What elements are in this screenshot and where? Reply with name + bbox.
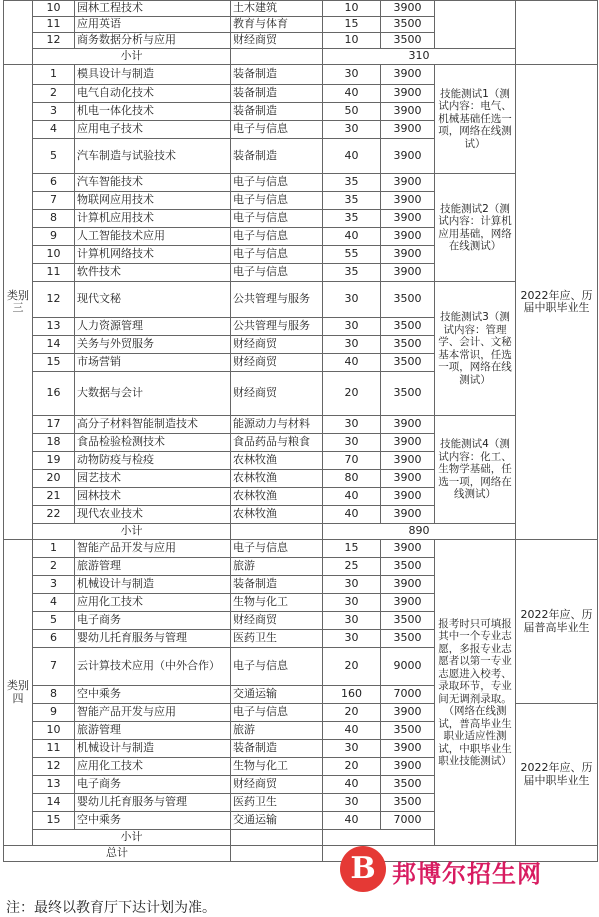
- empty-cell: [231, 524, 323, 540]
- footnote: 注：最终以教育厅下达计划为准。: [6, 900, 216, 916]
- cell-plan: 40: [323, 85, 381, 103]
- cell-no: 14: [33, 794, 75, 812]
- cell-fee: 9000: [381, 648, 435, 686]
- cell-no: 14: [33, 336, 75, 354]
- empty-cell: [231, 49, 323, 65]
- cell-field: 能源动力与材料: [231, 416, 323, 434]
- cell-field: 电子与信息: [231, 192, 323, 210]
- cell-fee: 3900: [381, 540, 435, 558]
- cell-fee: 3500: [381, 558, 435, 576]
- cell-field: 交通运输: [231, 812, 323, 830]
- cell-field: 农林牧渔: [231, 470, 323, 488]
- cell-plan: 35: [323, 210, 381, 228]
- cell-field: 财经商贸: [231, 372, 323, 416]
- note-cell-top: [435, 1, 516, 49]
- cell-fee: 3500: [381, 282, 435, 318]
- cell-major: 园林工程技术: [75, 1, 231, 17]
- cell-plan: 40: [323, 139, 381, 174]
- cell-field: 旅游: [231, 558, 323, 576]
- cell-fee: 3900: [381, 139, 435, 174]
- cell-no: 4: [33, 594, 75, 612]
- cell-field: 装备制造: [231, 65, 323, 85]
- cell-major: 空中乘务: [75, 812, 231, 830]
- cell-plan: 15: [323, 17, 381, 33]
- cell-plan: 35: [323, 192, 381, 210]
- enrollment-plan-table: [3, 0, 598, 862]
- cell-plan: 35: [323, 264, 381, 282]
- cell-major: 旅游管理: [75, 722, 231, 740]
- cell-no: 2: [33, 85, 75, 103]
- cell-no: 15: [33, 354, 75, 372]
- cell-major: 软件技术: [75, 264, 231, 282]
- cell-plan: 30: [323, 612, 381, 630]
- cell-field: 财经商贸: [231, 776, 323, 794]
- cell-plan: 30: [323, 594, 381, 612]
- cell-major: 园林技术: [75, 488, 231, 506]
- cell-plan: 160: [323, 686, 381, 704]
- cell-plan: 40: [323, 722, 381, 740]
- cell-plan: 50: [323, 103, 381, 121]
- subtotal-value: 310: [323, 49, 516, 65]
- cell-plan: 30: [323, 434, 381, 452]
- empty-cell: [231, 846, 323, 862]
- remark-cell-top: [516, 1, 598, 65]
- cell-plan: 80: [323, 470, 381, 488]
- cell-major: 人工智能技术应用: [75, 228, 231, 246]
- cell-fee: 3900: [381, 210, 435, 228]
- cell-major: 应用英语: [75, 17, 231, 33]
- cell-fee: 3900: [381, 192, 435, 210]
- cell-field: 财经商贸: [231, 33, 323, 49]
- cell-major: 商务数据分析与应用: [75, 33, 231, 49]
- cell-major: 电气自动化技术: [75, 85, 231, 103]
- cell-plan: 20: [323, 758, 381, 776]
- cell-field: 农林牧渔: [231, 506, 323, 524]
- cell-no: 12: [33, 33, 75, 49]
- cell-major: 高分子材料智能制造技术: [75, 416, 231, 434]
- cell-fee: 3900: [381, 758, 435, 776]
- cell-no: 9: [33, 704, 75, 722]
- cell-no: 7: [33, 192, 75, 210]
- cell-fee: 3900: [381, 470, 435, 488]
- cell-field: 公共管理与服务: [231, 318, 323, 336]
- cell-no: 22: [33, 506, 75, 524]
- cell-major: 食品检验检测技术: [75, 434, 231, 452]
- table-row: [4, 524, 598, 540]
- cell-no: 11: [33, 264, 75, 282]
- skill-test-note: 技能测试2（测试内容：计算机应用基础，网络在线测试）: [435, 174, 516, 282]
- eligibility-remark-a: 2022年应、历届普高毕业生: [516, 540, 598, 704]
- table-row: [4, 540, 598, 558]
- cell-major: 云计算技术应用（中外合作）: [75, 648, 231, 686]
- cell-major: 关务与外贸服务: [75, 336, 231, 354]
- cell-major: 电子商务: [75, 612, 231, 630]
- cell-major: 智能产品开发与应用: [75, 704, 231, 722]
- cell-field: 旅游: [231, 722, 323, 740]
- cell-fee: 3500: [381, 722, 435, 740]
- cell-plan: 20: [323, 372, 381, 416]
- cell-fee: 7000: [381, 686, 435, 704]
- cell-fee: 3900: [381, 506, 435, 524]
- watermark: [340, 846, 590, 896]
- cell-no: 11: [33, 740, 75, 758]
- cell-plan: 40: [323, 812, 381, 830]
- eligibility-remark: 2022年应、历届中职毕业生: [516, 65, 598, 540]
- cell-major: 市场营销: [75, 354, 231, 372]
- cell-major: 婴幼儿托育服务与管理: [75, 630, 231, 648]
- skill-test-note: 技能测试3（测试内容：管理学、会计、文秘基本常识，任选一项，网络在线测试）: [435, 282, 516, 416]
- cell-plan: 30: [323, 794, 381, 812]
- cell-no: 5: [33, 612, 75, 630]
- cell-field: 电子与信息: [231, 540, 323, 558]
- cell-major: 机械设计与制造: [75, 576, 231, 594]
- cell-plan: 30: [323, 121, 381, 139]
- cell-fee: 3500: [381, 336, 435, 354]
- cell-plan: 40: [323, 776, 381, 794]
- cell-plan: 30: [323, 576, 381, 594]
- cell-major: 大数据与会计: [75, 372, 231, 416]
- subtotal-label: 小计: [33, 49, 231, 65]
- cell-field: 电子与信息: [231, 246, 323, 264]
- cell-fee: 3500: [381, 17, 435, 33]
- cell-no: 10: [33, 246, 75, 264]
- cell-field: 财经商贸: [231, 354, 323, 372]
- cell-no: 1: [33, 540, 75, 558]
- cell-no: 13: [33, 318, 75, 336]
- cell-major: 婴幼儿托育服务与管理: [75, 794, 231, 812]
- cell-field: 电子与信息: [231, 210, 323, 228]
- cell-no: 3: [33, 103, 75, 121]
- cell-field: 装备制造: [231, 576, 323, 594]
- cell-no: 11: [33, 17, 75, 33]
- cell-plan: 30: [323, 416, 381, 434]
- application-note: 报考时只可填报其中一个专业志愿，多报专业志愿者以第一专业志愿进入校考、录取环节，专业间无调剂录取。（网络在线测试，普高毕业生职业适应性测试，中职毕业生职业技能测试）: [435, 540, 516, 846]
- cell-no: 17: [33, 416, 75, 434]
- cell-fee: 3900: [381, 452, 435, 470]
- cell-fee: 3900: [381, 1, 435, 17]
- cell-major: 模具设计与制造: [75, 65, 231, 85]
- cell-fee: 3500: [381, 612, 435, 630]
- cell-field: 电子与信息: [231, 228, 323, 246]
- cell-fee: 3900: [381, 65, 435, 85]
- cell-field: 生物与化工: [231, 594, 323, 612]
- cell-no: 1: [33, 65, 75, 85]
- subtotal-value: [323, 830, 435, 846]
- cell-field: 农林牧渔: [231, 452, 323, 470]
- cell-plan: 30: [323, 740, 381, 758]
- cell-major: 人力资源管理: [75, 318, 231, 336]
- subtotal-label: 小计: [33, 830, 231, 846]
- cell-field: 电子与信息: [231, 121, 323, 139]
- cell-field: 装备制造: [231, 103, 323, 121]
- cell-field: 装备制造: [231, 85, 323, 103]
- table-row: [4, 282, 598, 318]
- cell-fee: 3900: [381, 576, 435, 594]
- cell-major: 电子商务: [75, 776, 231, 794]
- skill-test-note: 技能测试1（测试内容：电气、机械基础任选一项，网络在线测试）: [435, 65, 516, 174]
- table-row: [4, 174, 598, 192]
- category-cell-top: [4, 1, 33, 65]
- cell-field: 医药卫生: [231, 794, 323, 812]
- cell-plan: 20: [323, 648, 381, 686]
- cell-plan: 10: [323, 33, 381, 49]
- cell-plan: 40: [323, 506, 381, 524]
- subtotal-value: 890: [323, 524, 516, 540]
- cell-field: 农林牧渔: [231, 488, 323, 506]
- total-label: 总计: [4, 846, 231, 862]
- cell-no: 13: [33, 776, 75, 794]
- empty-cell: [231, 830, 323, 846]
- cell-major: 空中乘务: [75, 686, 231, 704]
- watermark-text: 邦博尔招生网: [392, 860, 542, 888]
- cell-no: 3: [33, 576, 75, 594]
- cell-plan: 10: [323, 1, 381, 17]
- cell-major: 应用化工技术: [75, 758, 231, 776]
- cell-fee: 3500: [381, 372, 435, 416]
- cell-fee: 3900: [381, 488, 435, 506]
- cell-plan: 30: [323, 336, 381, 354]
- cell-major: 应用化工技术: [75, 594, 231, 612]
- cell-major: 动物防疫与检疫: [75, 452, 231, 470]
- cell-fee: 3500: [381, 630, 435, 648]
- cell-no: 7: [33, 648, 75, 686]
- cell-no: 16: [33, 372, 75, 416]
- cell-fee: 3900: [381, 228, 435, 246]
- cell-no: 5: [33, 139, 75, 174]
- cell-no: 18: [33, 434, 75, 452]
- cell-field: 交通运输: [231, 686, 323, 704]
- cell-field: 财经商贸: [231, 612, 323, 630]
- cell-fee: 3900: [381, 264, 435, 282]
- cell-field: 财经商贸: [231, 336, 323, 354]
- cell-plan: 35: [323, 174, 381, 192]
- cell-no: 4: [33, 121, 75, 139]
- cell-no: 19: [33, 452, 75, 470]
- cell-field: 生物与化工: [231, 758, 323, 776]
- cell-field: 公共管理与服务: [231, 282, 323, 318]
- cell-field: 教育与体育: [231, 17, 323, 33]
- table-row: [4, 49, 598, 65]
- cell-no: 6: [33, 630, 75, 648]
- cell-field: 电子与信息: [231, 704, 323, 722]
- cell-major: 现代文秘: [75, 282, 231, 318]
- cell-major: 物联网应用技术: [75, 192, 231, 210]
- skill-test-note: 技能测试4（测试内容：化工、生物学基础，任选一项，网络在线测试）: [435, 416, 516, 524]
- cell-fee: 3900: [381, 704, 435, 722]
- cell-no: 8: [33, 686, 75, 704]
- cell-fee: 3500: [381, 354, 435, 372]
- category-cell: 类别三: [4, 65, 33, 540]
- watermark-logo-icon: B: [340, 846, 386, 892]
- cell-fee: 3500: [381, 776, 435, 794]
- cell-fee: 7000: [381, 812, 435, 830]
- cell-plan: 40: [323, 354, 381, 372]
- cell-major: 应用电子技术: [75, 121, 231, 139]
- cell-plan: 40: [323, 488, 381, 506]
- cell-no: 6: [33, 174, 75, 192]
- cell-fee: 3500: [381, 318, 435, 336]
- cell-plan: 40: [323, 228, 381, 246]
- cell-major: 现代农业技术: [75, 506, 231, 524]
- cell-field: 电子与信息: [231, 174, 323, 192]
- cell-no: 2: [33, 558, 75, 576]
- table-row: [4, 416, 598, 434]
- subtotal-label: 小计: [33, 524, 231, 540]
- cell-major: 机械设计与制造: [75, 740, 231, 758]
- cell-no: 15: [33, 812, 75, 830]
- cell-fee: 3500: [381, 33, 435, 49]
- cell-fee: 3900: [381, 246, 435, 264]
- cell-no: 8: [33, 210, 75, 228]
- cell-field: 电子与信息: [231, 648, 323, 686]
- cell-fee: 3900: [381, 416, 435, 434]
- cell-plan: 30: [323, 282, 381, 318]
- cell-major: 机电一体化技术: [75, 103, 231, 121]
- cell-fee: 3900: [381, 85, 435, 103]
- cell-major: 园艺技术: [75, 470, 231, 488]
- cell-fee: 3900: [381, 103, 435, 121]
- cell-plan: 30: [323, 65, 381, 85]
- cell-major: 计算机应用技术: [75, 210, 231, 228]
- cell-major: 计算机网络技术: [75, 246, 231, 264]
- cell-fee: 3900: [381, 434, 435, 452]
- cell-field: 电子与信息: [231, 264, 323, 282]
- cell-field: 医药卫生: [231, 630, 323, 648]
- cell-plan: 25: [323, 558, 381, 576]
- cell-major: 汽车智能技术: [75, 174, 231, 192]
- table-row: [4, 65, 598, 85]
- cell-fee: 3900: [381, 740, 435, 758]
- cell-no: 20: [33, 470, 75, 488]
- cell-no: 21: [33, 488, 75, 506]
- cell-field: 食品药品与粮食: [231, 434, 323, 452]
- cell-fee: 3900: [381, 121, 435, 139]
- cell-no: 12: [33, 758, 75, 776]
- cell-major: 旅游管理: [75, 558, 231, 576]
- cell-plan: 15: [323, 540, 381, 558]
- cell-field: 装备制造: [231, 139, 323, 174]
- table-row: [4, 1, 598, 17]
- cell-field: 土木建筑: [231, 1, 323, 17]
- cell-fee: 3900: [381, 594, 435, 612]
- cell-plan: 20: [323, 704, 381, 722]
- cell-major: 智能产品开发与应用: [75, 540, 231, 558]
- cell-fee: 3500: [381, 794, 435, 812]
- cell-no: 10: [33, 1, 75, 17]
- cell-no: 10: [33, 722, 75, 740]
- eligibility-remark-b: 2022年应、历届中职毕业生: [516, 704, 598, 846]
- cell-plan: 55: [323, 246, 381, 264]
- cell-no: 12: [33, 282, 75, 318]
- cell-major: 汽车制造与试验技术: [75, 139, 231, 174]
- cell-fee: 3900: [381, 174, 435, 192]
- cell-field: 装备制造: [231, 740, 323, 758]
- cell-plan: 70: [323, 452, 381, 470]
- cell-plan: 30: [323, 630, 381, 648]
- cell-plan: 30: [323, 318, 381, 336]
- category-cell: 类别四: [4, 540, 33, 846]
- cell-no: 9: [33, 228, 75, 246]
